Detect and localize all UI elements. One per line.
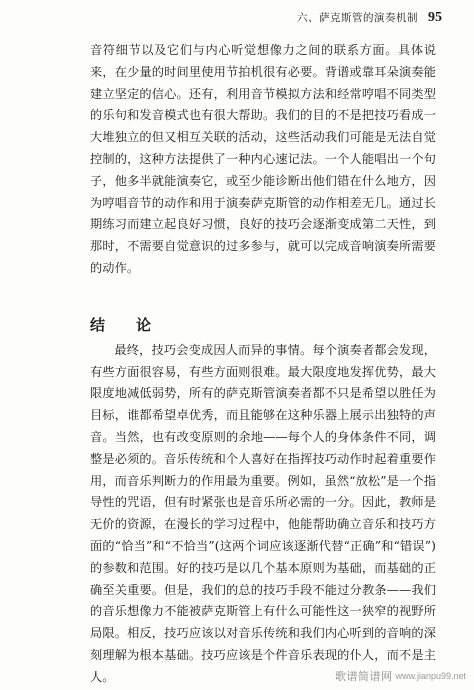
watermark-text: 歌谱简谱网: [334, 670, 393, 683]
site-watermark: [335, 668, 466, 684]
page-number: 95: [428, 10, 442, 25]
page-content: [90, 40, 436, 689]
paragraph-continued: 音符细节以及它们与内心听觉想像力之间的联系方面。具体说来，在少量的时间里使用节拍机很有必要。背谱或靠耳朵演奏能建立坚定的信心。还有，利用音节模拟方法和经常哼唱不同类型的乐句和发音模式也有很大帮助。我们的目的不是把技巧看成一大堆独立的但又相互关联的活动，这些活动我们可能是无法自觉控制的，这种方法提供了一种内心速记法。一个人能唱出一个句子，他多半就能演奏它，或至少能诊断出他们错在什么地方，因为哼唱音节的动作和用于演奏萨克斯管的动作相差无几。通过长期练习而建立起良好习惯，良好的技巧会逐渐变成第二天性，到那时，不需要自觉意识的过多参与，就可以完成音响演奏所需要的动作。: [90, 43, 436, 275]
chapter-title: 六、萨克斯管的演奏机制: [297, 12, 418, 24]
paragraph-conclusion: 最终，技巧会变成因人而异的事情。每个演奏者都会发现，有些方面很容易，有些方面则很难。最大限度地发挥优势，最大限度地减低弱势，所有的萨克斯管演奏者都不只是希望以胜任为目标，谁都希望卓优秀，而且能够在这种乐器上展示出独特的声音。当然，也有改变原则的余地——每个人的身体条件不同，调整是必须的。音乐传统和个人喜好在指挥技巧动作时起着重要作用，而音乐判断力的作用最为重要。例如，虽然“放松”是一个指导性的咒语，但有时紧张也是音乐所必需的一分。因此，教师是无价的资源，在漫长的学习过程中，他能帮助确立音乐和技巧方面的“恰当”和“不恰当”(这两个词应该逐渐代替“正确”和“错误”)的参数和范围。好的技巧是以几个基本原则为基础，而基础的正确至关重要。但是，我们的总的技巧手段不能过分教条——我们的音乐想像力不能被萨克斯管上有什么可能性这一狭窄的视野所局限。相反，技巧应该以对音乐传统和我们内心听到的音响的深刻理解为根本基础。技巧应该是个件音乐表现的仆人，而不是主人。: [90, 342, 436, 684]
watermark-domain: www.jianpu99.net: [395, 671, 466, 681]
section-title: 结 论: [90, 315, 160, 334]
running-header: [297, 10, 442, 26]
